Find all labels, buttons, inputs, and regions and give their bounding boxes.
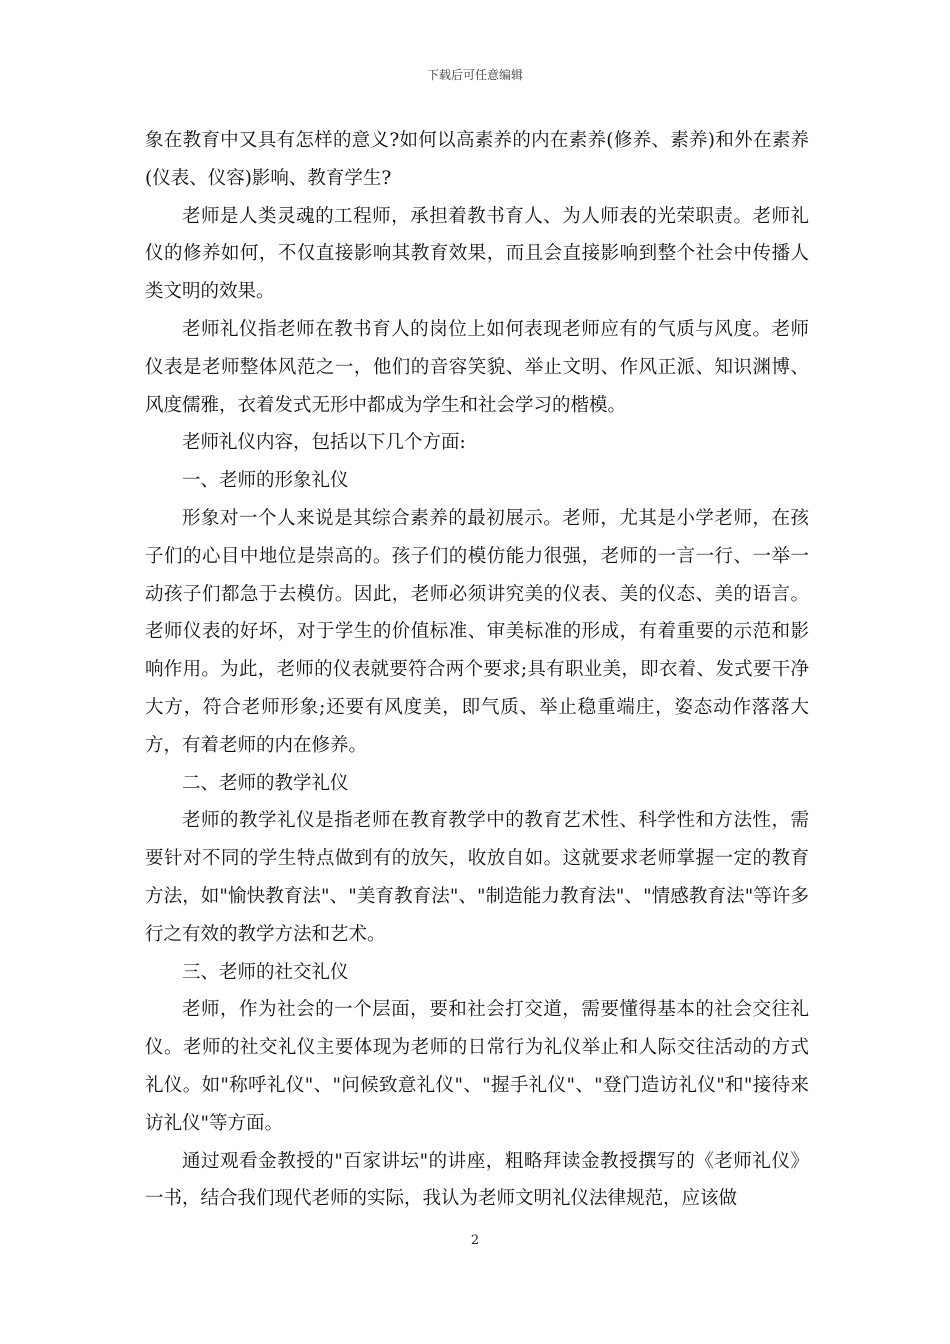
- paragraph-5: 形象对一个人来说是其综合素养的最初展示。老师，尤其是小学老师，在孩子们的心目中地位是崇高的。孩子们的模仿能力很强，老师的一言一行、一举一动孩子们都急于去模仿。因此，老师必须讲究美的仪表、美的仪态、美的语言。老师仪表的好坏，对于学生的价值标准、审美标准的形成，有着重要的示范和影响作用。为此，老师的仪表就要符合两个要求;具有职业美，即衣着、发式要干净大方，符合老师形象;还要有风度美，即气质、举止稳重端庄，姿态动作落落大方，有着老师的内在修养。: [145, 507, 809, 756]
- paragraph-6: 老师的教学礼仪是指老师在教育教学中的教育艺术性、科学性和方法性，需要针对不同的学生特点做到有的放矢，收放自如。这就要求老师掌握一定的教育方法，如"愉快教育法"、"美育教育法"、"制造能力教育法"、"情感教育法"等许多行之有效的教学方法和艺术。: [145, 810, 809, 945]
- paragraph-1: 象在教育中又具有怎样的意义?如何以高素养的内在素养(修养、素养)和外在素养(仪表、仪容)影响、教育学生?: [145, 130, 809, 189]
- section-heading-2: 二、老师的教学礼仪: [182, 772, 349, 794]
- page-header: 下载后可任意编辑: [426, 68, 523, 82]
- paragraph-8: 通过观看金教授的"百家讲坛"的讲座，粗略拜读金教授撰写的《老师礼仪》一书，结合我们现代老师的实际，我认为老师文明礼仪法律规范，应该做: [145, 1150, 809, 1210]
- paragraph-2: 老师是人类灵魂的工程师，承担着教书育人、为人师表的光荣职责。老师礼仪的修养如何，不仅直接影响其教育效果，而且会直接影响到整个社会中传播人类文明的效果。: [145, 205, 809, 303]
- paragraph-4: 老师礼仪内容，包括以下几个方面:: [182, 432, 466, 454]
- page-number: 2: [470, 1233, 480, 1248]
- paragraph-3: 老师礼仪指老师在教书育人的岗位上如何表现老师应有的气质与风度。老师仪表是老师整体风范之一，他们的音容笑貌、举止文明、作风正派、知识渊博、风度儒雅，衣着发式无形中都成为学生和社会学习的楷模。: [145, 318, 809, 416]
- document-body: [145, 122, 809, 1218]
- section-heading-3: 三、老师的社交礼仪: [182, 961, 349, 983]
- paragraph-7: 老师，作为社会的一个层面，要和社会打交道，需要懂得基本的社会交往礼仪。老师的社交礼仪主要体现为老师的日常行为礼仪举止和人际交往活动的方式礼仪。如"称呼礼仪"、"问候致意礼仪"、"握手礼仪"、"登门造访礼仪"和"接待来访礼仪"等方面。: [145, 999, 809, 1134]
- section-heading-1: 一、老师的形象礼仪: [182, 470, 349, 492]
